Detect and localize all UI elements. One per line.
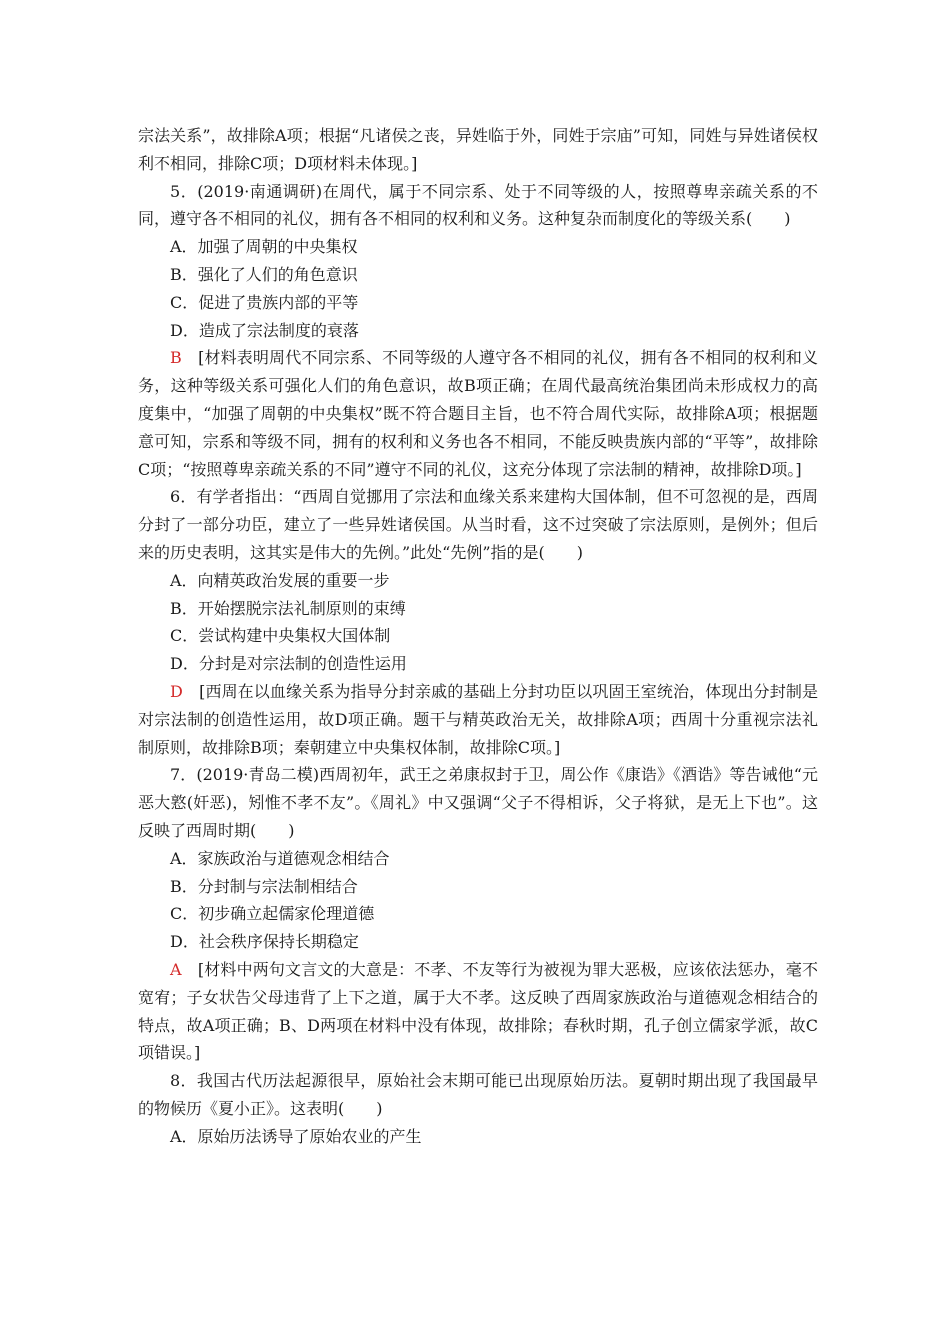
question-7-option-b: B．分封制与宗法制相结合 — [170, 876, 358, 896]
question-7-option-c: C．初步确立起儒家伦理道德 — [170, 904, 375, 924]
question-6-answer — [138, 678, 818, 761]
answer-explanation: [西周在以血缘关系为指导分封亲戚的基础上分封功臣以巩固王室统治，体现出分封制是对宗法制的创造性运用，故D项正确。题干与精英政治无关，故排除A项；西周十分重视宗法礼制原则，故排除B项；秦朝建立中央集权体制，故排除C项。] — [138, 681, 818, 757]
answer-letter: A — [170, 959, 182, 979]
question-6-option-b: B．开始摆脱宗法礼制原则的束缚 — [170, 598, 406, 618]
answer-letter: D — [170, 681, 183, 701]
question-7-option-a: A．家族政治与道德观念相结合 — [170, 848, 390, 868]
question-6-option-d: D．分封是对宗法制的创造性运用 — [170, 654, 407, 674]
question-6-stem: 6．有学者指出：“西周自觉挪用了宗法和血缘关系来建构大国体制，但不可忽视的是，西周分封了一部分功臣，建立了一些异姓诸侯国。从当时看，这不过突破了宗法原则，是例外；但后来的历史表明，这其实是伟大的先例。”此处“先例”指的是( ) — [138, 487, 818, 562]
question-6-option-c: C．尝试构建中央集权大国体制 — [170, 626, 391, 646]
question-7-option-d: D．社会秩序保持长期稳定 — [170, 932, 359, 952]
question-8-option-a: A．原始历法诱导了原始农业的产生 — [170, 1126, 422, 1146]
question-8-stem: 8．我国古代历法起源很早，原始社会末期可能已出现原始历法。夏朝时期出现了我国最早的物候历《夏小正》。这表明( ) — [138, 1071, 818, 1118]
question-6-option-a: A．向精英政治发展的重要一步 — [170, 570, 390, 590]
question-5-stem: 5．(2019·南通调研)在周代，属于不同宗系、处于不同等级的人，按照尊卑亲疏关系的不同，遵守各不相同的礼仪，拥有各不相同的权利和义务。这种复杂而制度化的等级关系( ) — [138, 181, 818, 229]
document-body — [138, 122, 818, 1150]
question-5-answer — [138, 344, 818, 483]
question-5-option-a: A．加强了周朝的中央集权 — [170, 237, 358, 257]
answer-explanation: [材料中两句文言文的大意是：不孝、不友等行为被视为罪大恶极，应该依法惩办，毫不宽宥；子女状告父母违背了上下之道，属于大不孝。这反映了西周家族政治与道德观念相结合的特点，故A项正确；B、D两项在材料中没有体现，故排除；春秋时期，孔子创立儒家学派，故C项错误。] — [138, 959, 818, 1063]
question-5-option-b: B．强化了人们的角色意识 — [170, 264, 358, 284]
question-7-answer — [138, 956, 818, 1067]
question-7-stem: 7．(2019·青岛二模)西周初年，武王之弟康叔封于卫，周公作《康诰》《酒诰》等告诫他“元恶大憝(奸恶)，矧惟不孝不友”。《周礼》中又强调“父子不得相诉，父子将狱，是无上下也”。这反映了西周时期( ) — [138, 765, 818, 840]
answer-letter: B — [170, 348, 182, 368]
answer-explanation: [材料表明周代不同宗系、不同等级的人遵守各不相同的礼仪，拥有各不相同的权利和义务，这种等级关系可强化人们的角色意识，故B项正确；在周代最高统治集团尚未形成权力的高度集中，“加强了周朝的中央集权”既不符合题目主旨，也不符合周代实际，故排除A项；根据题意可知，宗系和等级不同，拥有的权利和义务也各不相同，不能反映贵族内部的“平等”，故排除C项；“按照尊卑亲疏关系的不同”遵守不同的礼仪，这充分体现了宗法制的精神，故排除D项。] — [138, 348, 818, 479]
intro-paragraph: 宗法关系”，故排除A项；根据“凡诸侯之丧，异姓临于外，同姓于宗庙”可知，同姓与异姓诸侯权利不相同，排除C项；D项材料未体现。] — [138, 126, 818, 173]
question-5-option-c: C．促进了贵族内部的平等 — [170, 292, 359, 312]
question-5-option-d: D．造成了宗法制度的衰落 — [170, 320, 359, 340]
